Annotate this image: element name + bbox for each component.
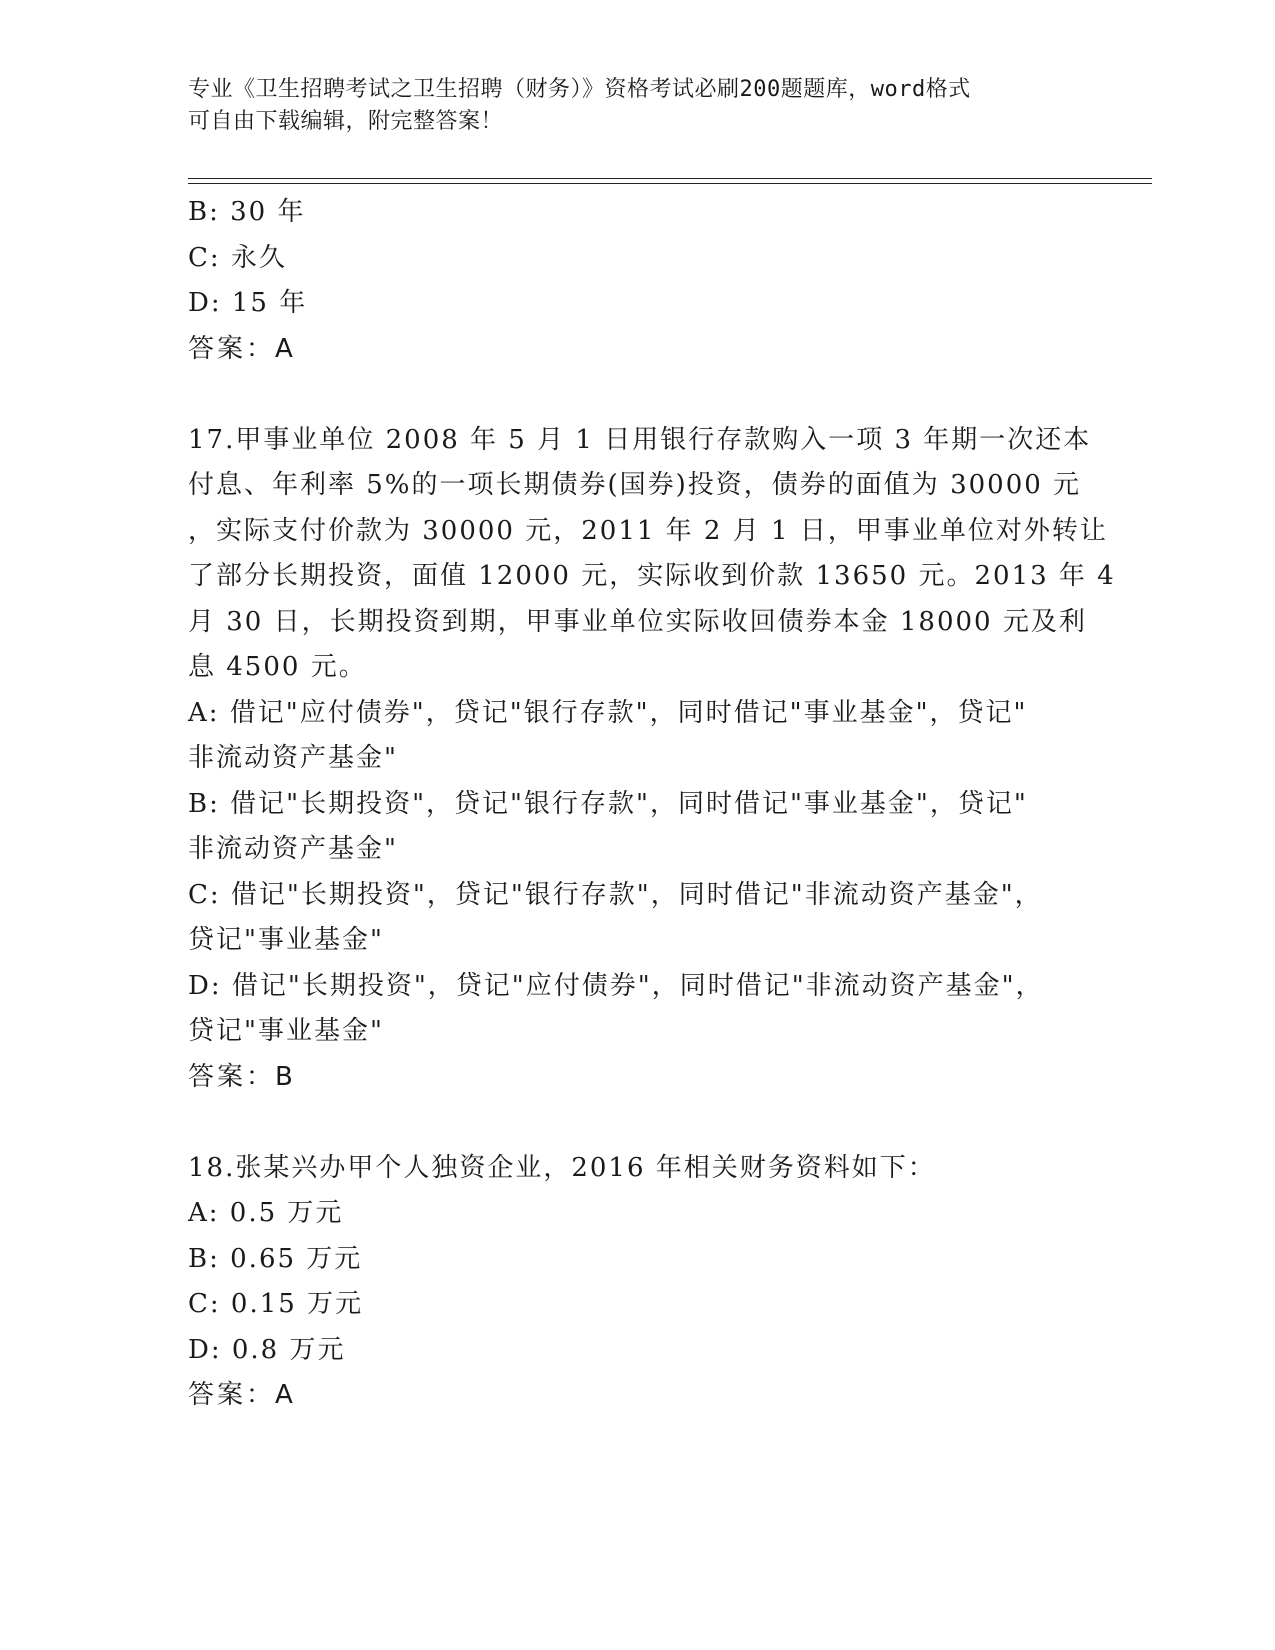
- header-line-2: 可自由下载编辑，附完整答案！: [188, 109, 504, 134]
- document-header: [188, 74, 1068, 138]
- q17-option-c-cont: 贷记"事业基金": [188, 925, 384, 955]
- header-rule-top: [188, 178, 1152, 179]
- q17-option-a-cont: 非流动资产基金": [188, 743, 398, 773]
- q17-stem-line: 了部分长期投资，面值 12000 元，实际收到价款 13650 元。2013 年 4: [188, 561, 1116, 591]
- q17-stem-line: ，实际支付价款为 30000 元，2011 年 2 月 1 日，甲事业单位对外转让: [188, 515, 1108, 546]
- q17-stem-line: 17.甲事业单位 2008 年 5 月 1 日用银行存款购入一项 3 年期一次还本: [188, 424, 1092, 455]
- question-16-remainder: [188, 190, 1088, 372]
- q17-stem-line: 息 4500 元。: [188, 652, 367, 682]
- q18-option-a: A: 0.5 万元: [188, 1198, 344, 1228]
- spacer: [188, 1100, 1088, 1146]
- document-body: [188, 190, 1116, 1419]
- q17-option-c: C: 借记"长期投资"，贷记"银行存款"，同时借记"非流动资产基金"，: [188, 879, 1043, 910]
- q16-option-c: C: 永久: [188, 242, 287, 273]
- q18-stem-line: 18.张某兴办甲个人独资企业，2016 年相关财务资料如下：: [188, 1152, 936, 1183]
- q17-option-b-cont: 非流动资产基金": [188, 834, 398, 864]
- q16-answer: 答案：A: [188, 333, 296, 364]
- q18-answer: 答案：A: [188, 1380, 296, 1410]
- q17-stem-line: 月 30 日，长期投资到期，甲事业单位实际收回债券本金 18000 元及利: [188, 606, 1087, 637]
- q17-answer: 答案：B: [188, 1061, 296, 1092]
- q18-option-d: D: 0.8 万元: [188, 1334, 346, 1365]
- q17-option-d: D: 借记"长期投资"，贷记"应付债券"，同时借记"非流动资产基金"，: [188, 970, 1044, 1001]
- q18-option-c: C: 0.15 万元: [188, 1289, 364, 1319]
- q17-option-d-cont: 贷记"事业基金": [188, 1016, 384, 1046]
- q16-option-b: B: 30 年: [188, 197, 306, 227]
- spacer: [188, 372, 1088, 418]
- q17-stem-line: 付息、年利率 5%的一项长期债券(国券)投资，债券的面值为 30000 元: [188, 470, 1082, 500]
- header-line-1: 专业《卫生招聘考试之卫生招聘（财务）》资格考试必刷200题题库，word格式: [188, 77, 971, 102]
- q16-option-d: D: 15 年: [188, 288, 308, 318]
- q17-option-a: A: 借记"应付债券"，贷记"银行存款"，同时借记"事业基金"，贷记": [188, 697, 1028, 728]
- header-rule-bottom: [188, 183, 1152, 184]
- question-17: [188, 418, 1116, 1101]
- q18-option-b: B: 0.65 万元: [188, 1243, 363, 1274]
- q17-option-b: B: 借记"长期投资"，贷记"银行存款"，同时借记"事业基金"，贷记": [188, 788, 1028, 819]
- question-18: [188, 1146, 1088, 1419]
